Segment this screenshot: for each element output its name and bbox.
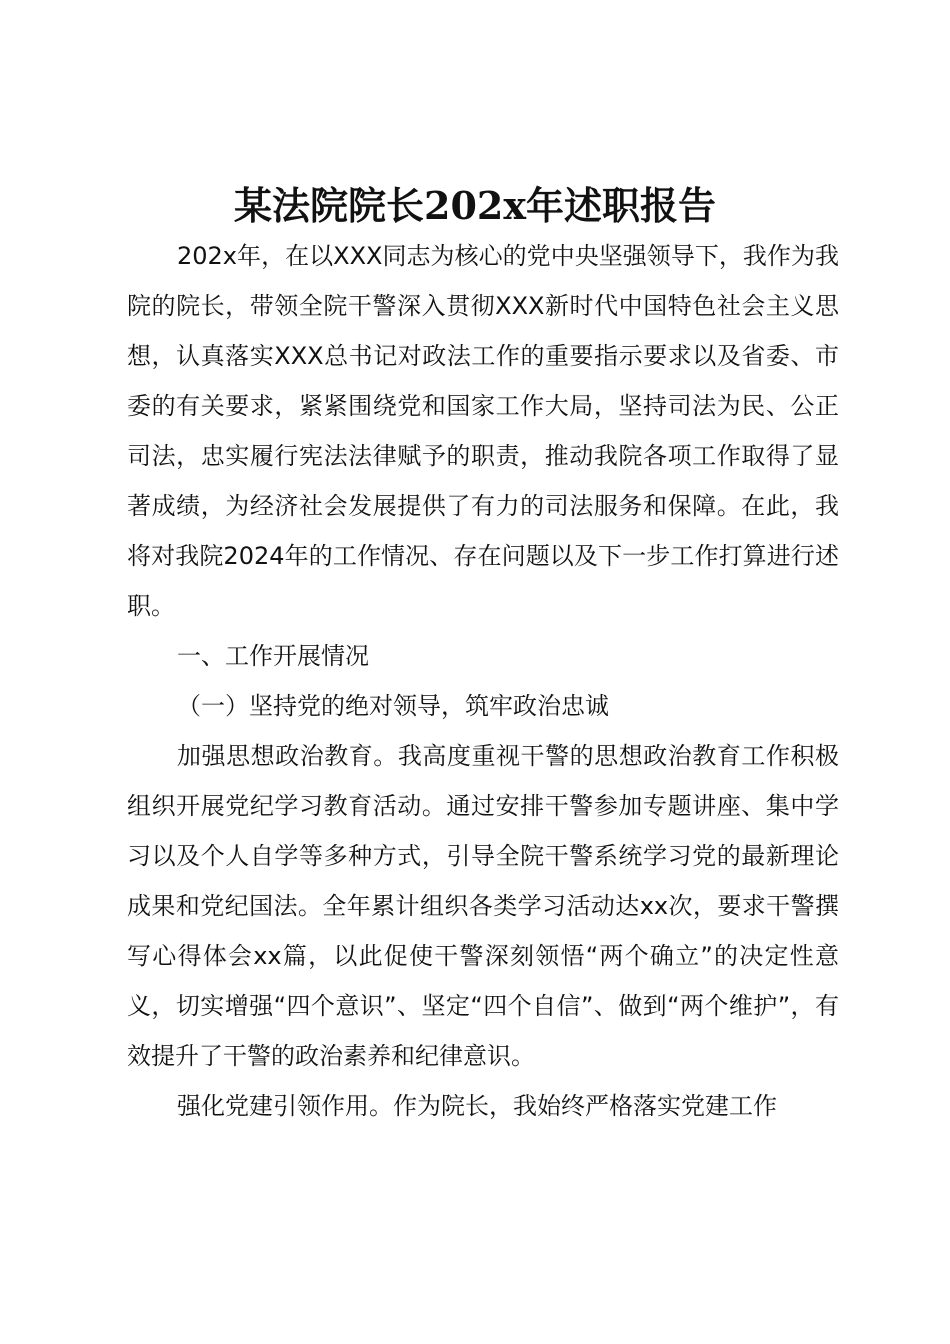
body-paragraph: 强化党建引领作用。作为院长，我始终严格落实党建工作 xyxy=(177,1092,777,1120)
body-paragraph: 加强思想政治教育。我高度重视干警的思想政治教育工作积极组织开展党纪学习教育活动。通过安排干警参加专题讲座、集中学习以及个人自学等多种方式，引导全院干警系统学习党的最新理论成果和党纪国法。全年累计组织各类学习活动达xx次，要求干警撰写心得体会xx篇，以此促使干警深刻领悟“两个确立”的决定性意义，切实增强“四个意识”、坚定“四个自信”、做到“两个维护”，有效提升了干警的政治素养和纪律意识。 xyxy=(127,742,839,1070)
document-title: 某法院院长202x年述职报告 xyxy=(234,183,716,228)
document-body xyxy=(127,231,839,1131)
subsection-heading: （一）坚持党的绝对领导，筑牢政治忠诚 xyxy=(177,692,609,720)
section-heading: 一、工作开展情况 xyxy=(177,642,369,670)
intro-paragraph: 202x年，在以XXX同志为核心的党中央坚强领导下，我作为我院的院长，带领全院干警深入贯彻XXX新时代中国特色社会主义思想，认真落实XXX总书记对政法工作的重要指示要求以及省委、市委的有关要求，紧紧围绕党和国家工作大局，坚持司法为民、公正司法，忠实履行宪法法律赋予的职责，推动我院各项工作取得了显著成绩，为经济社会发展提供了有力的司法服务和保障。在此，我将对我院2024年的工作情况、存在问题以及下一步工作打算进行述职。 xyxy=(127,242,839,620)
